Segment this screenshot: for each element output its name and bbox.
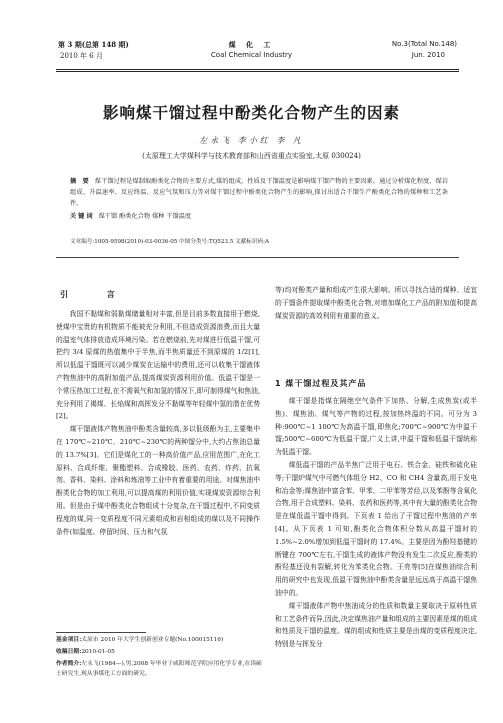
date-en: Jun. 2010 [411, 51, 445, 59]
abstract [70, 176, 448, 209]
authors: 左永飞 李小红 李 凡 [199, 136, 304, 145]
date-cn: 2010 年 6 月 [60, 52, 103, 60]
keywords-label: 关键词 [70, 213, 95, 220]
paragraph: 煤干馏液体产物中焦油成分的性质和数量主要取决于原料性质和工艺条件而异,因此,决定煤焦油产量和组成的主要因素是煤的组成和性质及干馏的温度。煤的组成和性质主要是由煤的变质程度决定,特别是与挥发分 [275, 601, 477, 649]
header-rule [56, 69, 459, 70]
issue-en: No.3(Total No.148) [391, 40, 457, 48]
keywords [70, 211, 448, 222]
footnote-author [56, 660, 266, 679]
left-column [56, 308, 260, 538]
abstract-label: 摘 要 [70, 178, 91, 185]
section-heading-1: 1 煤干馏过程及其产品 [275, 379, 367, 388]
footnote-text: 2010-01-05 [81, 649, 115, 655]
article-meta: 文章编号:1005-9598(2010)-03-0036-05 中图分类号:TQ523.5 文献标识码:A [70, 239, 269, 245]
paragraph: 煤干馏液体产物焦油中酚类含量较高,多以低级酚为主,主要集中在 170℃~210℃、210℃~230℃的两种馏分中,大约占焦油总量的 13.7%[3]。它们是煤化工的一种高价值产品,应用范围广,在化工原料、合成纤维、聚酯塑料、合成橡胶、医药、农药、炸药、抗氧剂、香料、染料、涂料和炼油等工业中有着重要的用途。对煤焦油中酚类化合物的加工利用,可以提高煤的利用价值,实现煤炭资源综合利用。但是由于煤中酚类化合物组成十分复杂,在干馏过程中,不同变质程度的煤,同一变质程度不同元素组成和岩相组成的煤以及不同操作条件(如温度、停留时间、压力和气氛 [56, 425, 260, 536]
footnote-received [56, 648, 266, 658]
paragraph: 等)均对酚类产量和组成产生很大影响。所以寻找合适的煤种、适宜的干馏条件提取煤中酚类化合物,对增加煤化工产品的附加值和提高煤炭资源的高效利用有重要的意义。 [275, 286, 477, 320]
footnote-label: 作者简介: [56, 661, 82, 667]
paragraph: 煤干馏是指煤在隔绝空气条件下加热、分解,生成焦炭(或半焦)、煤焦油、煤气等产物的过程,按加热终温的不同。可分为 3 种:900℃~1 100℃为高温干馏,即焦化;700℃~900℃为中温干馏;500℃~600℃为低温干馏,广义上讲,中温干馏和低温干馏统称为低温干馏。 [275, 397, 477, 457]
footnote-fund [56, 636, 266, 646]
footnote-rule [56, 632, 146, 633]
footnote-text: 太原市 2010 年大学生创新创业专题(No.100015116) [81, 637, 224, 643]
footnote-label: 基金项目: [56, 637, 82, 643]
footnote-text: 左永飞(1984—),男,2008 年毕业于咸阳师范学院应用化学专业,在读硕士研究生,现从事煤化工方面的研究。 [56, 661, 262, 677]
paragraph: 煤低温干馏的产品半焦广泛用于电石、铁合金、硅铁和硫化硅等;干馏炉煤气中可燃气体组分 H2、CO 和 CH4 含量高,用于发电和冶金等;煤焦油中富含苯、甲苯、二甲苯等芳烃,以及苯酚等含氧化合物,用于合成塑料、染料、农药和医药等,其中有大量的酚类化合物是在煤低温干馏中得到。下页表 1 给出了干馏过程中焦油的产率[4]。从下页表 1 可知,酚类化合物体积分数从高温干馏时的 1.5%~2.0%增加到低温干馏时的 17.4%。主要是因为酚羟基键的断键在 700℃左右,干馏生成的液体产物没有发生二次反应,酚类的酚羟基还没有裂解,转化为苯类化合物。王亮等[5]在煤焦油综合利用的研究中也发现,低温干馏焦油中酚类含量是远远高于高温干馏焦油中的。 [275, 460, 477, 597]
paragraph: 我国不黏煤和弱黏煤储量相对丰富,但是目前多数直接用于燃烧,使煤中宝贵的有机物质不能被充分利用,不但造成资源浪费,而且大量的温室气体排放造成环境污染。若在燃烧前,先对煤进行低温干馏,可把约 3/4 原煤的热值集中于半焦,而半焦质量还不到原煤的 1/2[1],所以低温干馏既可以减少煤炭在运输中的费用,还可以收集干馏液体产物焦油中的高附加值产品,提高煤炭资源利用价值。低温干馏是一个常压热加工过程,在不需氧气和加氢的情况下,即可制得煤气和焦油,充分利用了褐煤、长焰煤和高挥发分不黏煤等年轻煤中氢的潜在优势[2]。 [56, 310, 260, 421]
right-column [275, 395, 477, 651]
right-column-intro [275, 284, 477, 322]
header-rule-thin [56, 71, 459, 72]
section-heading-intro: 引 言 [60, 290, 133, 299]
abstract-text: 煤干馏过程是煤制取酚类化合物的主要方式,煤的组成、性质及干馏温度是影响煤干馏产物的主要因素。通过分析煤化程度、煤岩组成、升温速率、反应终温、反应气氛和压力等对煤干馏过程中酚类化合物产生的影响,探讨出适合干馏生产酚类化合物的煤种和工艺条件。 [70, 178, 449, 207]
journal-name-cn: 煤 化 工 [228, 40, 275, 49]
abstract-rule [56, 257, 459, 258]
keywords-text: 煤干馏 酚类化合物 煤种 干馏温度 [98, 213, 192, 220]
journal-name-en: Coal Chemical Industry [210, 51, 293, 59]
paper-title: 影响煤干馏过程中酚类化合物产生的因素 [102, 104, 400, 122]
running-header [0, 40, 503, 68]
issue-cn: 第 3 期(总第 148 期) [58, 40, 129, 49]
affiliation: (太原理工大学煤科学与技术教育部和山西省重点实验室,太原 030024) [142, 152, 361, 160]
footnote-label: 收稿日期: [56, 649, 82, 655]
